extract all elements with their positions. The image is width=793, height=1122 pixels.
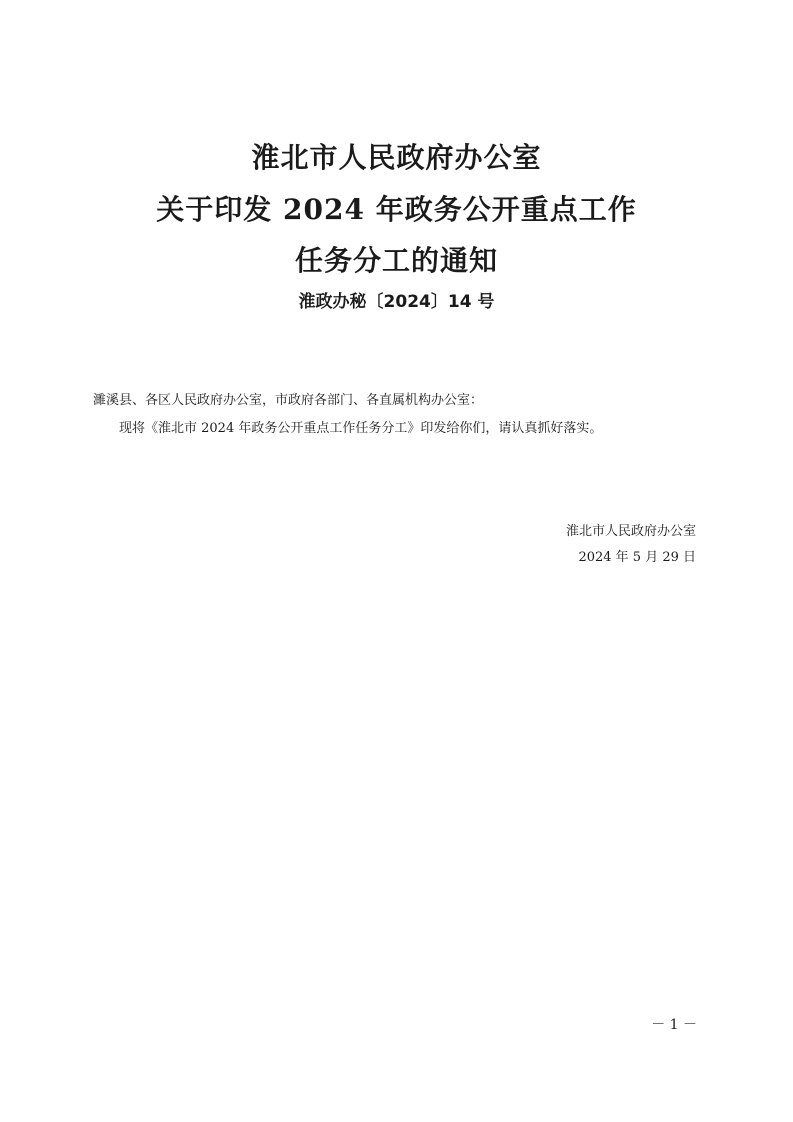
signature-date: 2024 年 5 月 29 日 — [578, 550, 696, 565]
title-line-2: 关于印发 2024 年政务公开重点工作 — [156, 193, 637, 226]
salutation: 濉溪县、各区人民政府办公室，市政府各部门、各直属机构办公室： — [93, 393, 484, 408]
page-number: － 1 － — [651, 1017, 697, 1033]
signature-organization: 淮北市人民政府办公室 — [565, 524, 696, 539]
title-line-1: 淮北市人民政府办公室 — [251, 141, 542, 174]
document-number: 淮政办秘〔2024〕14 号 — [298, 292, 495, 312]
title-line-3: 任务分工的通知 — [294, 244, 498, 277]
body-paragraph: 现将《淮北市 2024 年政务公开重点工作任务分工》印发给你们，请认真抓好落实。 — [119, 421, 603, 436]
